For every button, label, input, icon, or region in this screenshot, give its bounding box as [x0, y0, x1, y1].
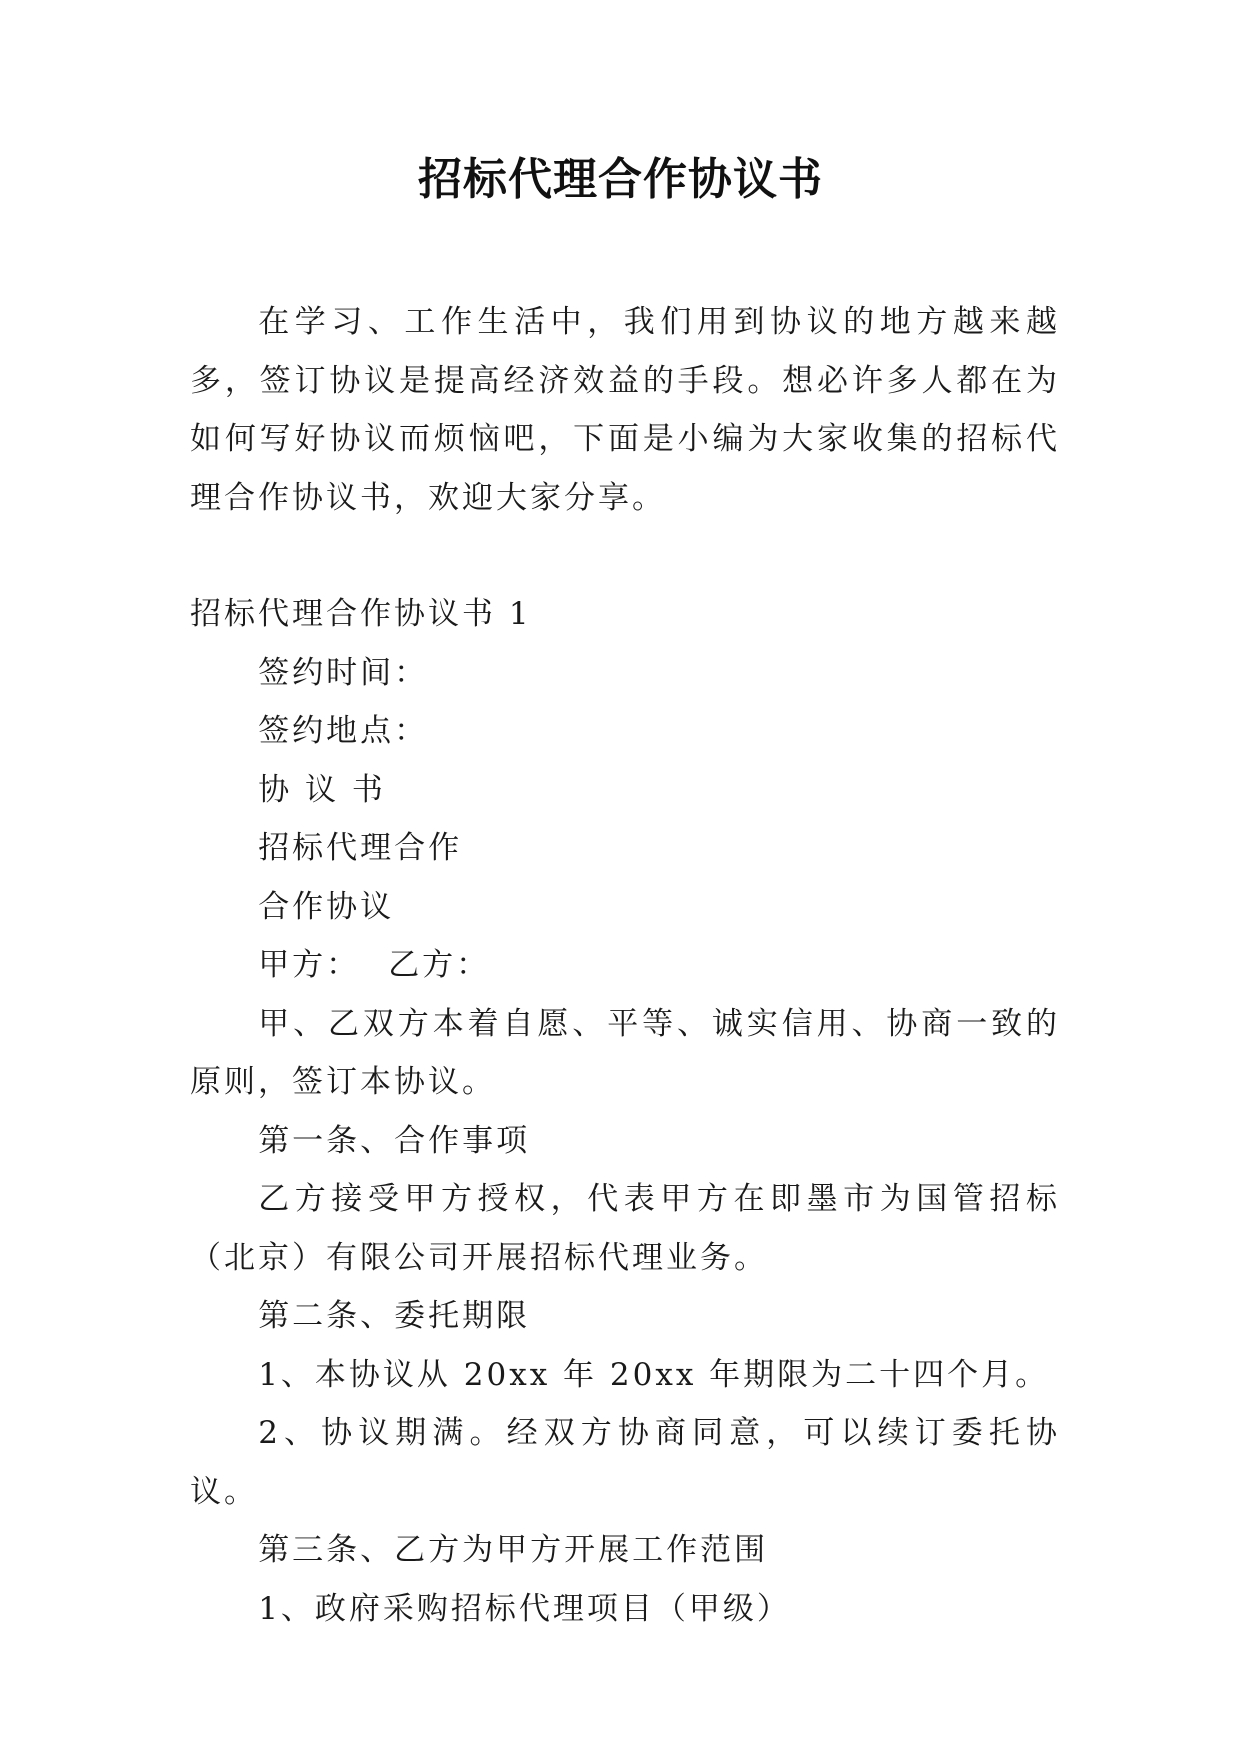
parties-line: [190, 936, 1060, 995]
article-3-title: 第三条、乙方为甲方开展工作范围: [258, 1532, 769, 1568]
sign-time-line: 签约时间：: [258, 654, 429, 691]
document-body: [190, 293, 1060, 1638]
cooperation-agreement-heading: 合作协议: [258, 888, 395, 925]
article-1-title: 第一条、合作事项: [258, 1122, 531, 1159]
sign-place-line: 签约地点：: [258, 713, 429, 749]
bidding-cooperation-heading: 招标代理合作: [258, 830, 463, 866]
party-b-label: 乙方：: [388, 947, 491, 983]
party-a-label: 甲方：: [258, 947, 361, 983]
intro-paragraph: 在学习、工作生活中，我们用到协议的地方越来越多，签订协议是提高经济效益的手段。想必许多人都在为如何写好协议而烦恼吧，下面是小编为大家收集的招标代理合作协议书，欢迎大家分享。: [190, 304, 1060, 516]
document-title: 招标代理合作协议书: [418, 154, 823, 205]
article-2-title: 第二条、委托期限: [258, 1298, 531, 1334]
article-2-item-1: 1、本协议从 20xx 年 20xx 年期限为二十四个月。: [258, 1356, 1050, 1393]
section-title: 招标代理合作协议书 1: [190, 596, 532, 632]
article-1-body: 乙方接受甲方授权，代表甲方在即墨市为国管招标（北京）有限公司开展招标代理业务。: [190, 1181, 1060, 1276]
article-2-item-2: 2、协议期满。经双方协商同意，可以续订委托协议。: [190, 1415, 1060, 1510]
agreement-heading: 协 议 书: [258, 771, 386, 808]
principle-paragraph: 甲、乙双方本着自愿、平等、诚实信用、协商一致的原则，签订本协议。: [190, 1005, 1060, 1100]
article-3-item-1: 1、政府采购招标代理项目（甲级）: [258, 1590, 791, 1627]
